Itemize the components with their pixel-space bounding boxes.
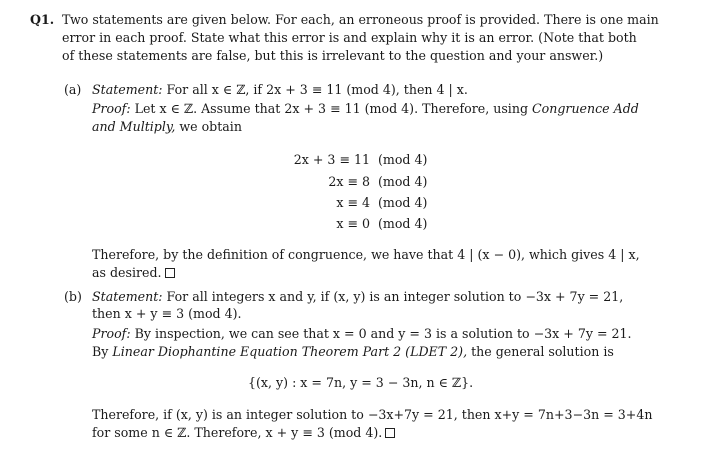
equation-rhs: (mod 4) bbox=[378, 216, 428, 231]
proof-text: we obtain bbox=[179, 119, 242, 134]
proof-reference: Linear Diophantine Equation Theorem Part 2 (LDET 2), bbox=[112, 344, 468, 359]
equation-lhs: x ≡ 0 bbox=[336, 216, 370, 231]
statement-label: Statement: bbox=[92, 289, 163, 304]
question-number: Q1. bbox=[30, 12, 55, 27]
equation-lhs: 2x ≡ 8 bbox=[328, 174, 370, 189]
equation-rhs: (mod 4) bbox=[378, 195, 428, 210]
part-b-statement-line-2: then x + y ≡ 3 (mod 4). bbox=[92, 306, 242, 321]
statement-text: For all x ∈ ℤ, if 2x + 3 ≡ 11 (mod 4), then 4 | x. bbox=[166, 82, 468, 97]
proof-text: By inspection, we can see that x = 0 and y = 3 is a solution to −3x + 7y = 21. bbox=[134, 326, 632, 341]
proof-reference: and Multiply, bbox=[92, 119, 176, 134]
proof-text: Let x ∈ ℤ. Assume that 2x + 3 ≡ 11 (mod 4). Therefore, using bbox=[134, 101, 529, 116]
equation-rhs: (mod 4) bbox=[378, 174, 428, 189]
conclusion-text: for some n ∈ ℤ. Therefore, x + y ≡ 3 (mod 4). bbox=[92, 425, 383, 440]
part-a-label: (a) bbox=[64, 82, 82, 97]
part-a-statement bbox=[92, 82, 468, 98]
proof-label: Proof: bbox=[92, 326, 131, 341]
part-a-conclusion-line-1: Therefore, by the definition of congruence, we have that 4 | (x − 0), which gives 4 | x, bbox=[92, 247, 640, 262]
equation-lhs: 2x + 3 ≡ 11 bbox=[293, 152, 370, 167]
qed-box-icon bbox=[385, 428, 395, 438]
statement-label: Statement: bbox=[92, 82, 163, 97]
intro-line-3: of these statements are false, but this is irrelevant to the question and your answer.) bbox=[62, 48, 604, 63]
part-b-proof-line-2 bbox=[92, 344, 614, 360]
conclusion-text: as desired. bbox=[92, 265, 162, 280]
part-b-statement-line-1 bbox=[92, 289, 623, 305]
proof-text: By bbox=[92, 344, 109, 359]
proof-text: the general solution is bbox=[471, 344, 614, 359]
part-b-conclusion-line-2 bbox=[92, 425, 395, 441]
part-a-conclusion-line-2 bbox=[92, 265, 175, 281]
part-b-label: (b) bbox=[64, 289, 82, 304]
part-b-proof-line-1 bbox=[92, 326, 632, 342]
intro-line-1: Two statements are given below. For each, an erroneous proof is provided. There is one main bbox=[62, 12, 659, 27]
part-b-conclusion-line-1: Therefore, if (x, y) is an integer solution to −3x+7y = 21, then x+y = 7n+3−3n = 3+4n bbox=[92, 407, 653, 422]
part-a-proof-line-1 bbox=[92, 101, 639, 117]
general-solution: {(x, y) : x = 7n, y = 3 − 3n, n ∈ ℤ}. bbox=[248, 375, 474, 390]
part-a-proof-line-2 bbox=[92, 119, 242, 135]
proof-reference: Congruence Add bbox=[532, 101, 639, 116]
qed-box-icon bbox=[165, 268, 175, 278]
statement-text: For all integers x and y, if (x, y) is an integer solution to −3x + 7y = 21, bbox=[166, 289, 624, 304]
intro-line-2: error in each proof. State what this error is and explain why it is an error. (Note that both bbox=[62, 30, 637, 45]
equation-rhs: (mod 4) bbox=[378, 152, 428, 167]
equation-lhs: x ≡ 4 bbox=[336, 195, 370, 210]
proof-label: Proof: bbox=[92, 101, 131, 116]
